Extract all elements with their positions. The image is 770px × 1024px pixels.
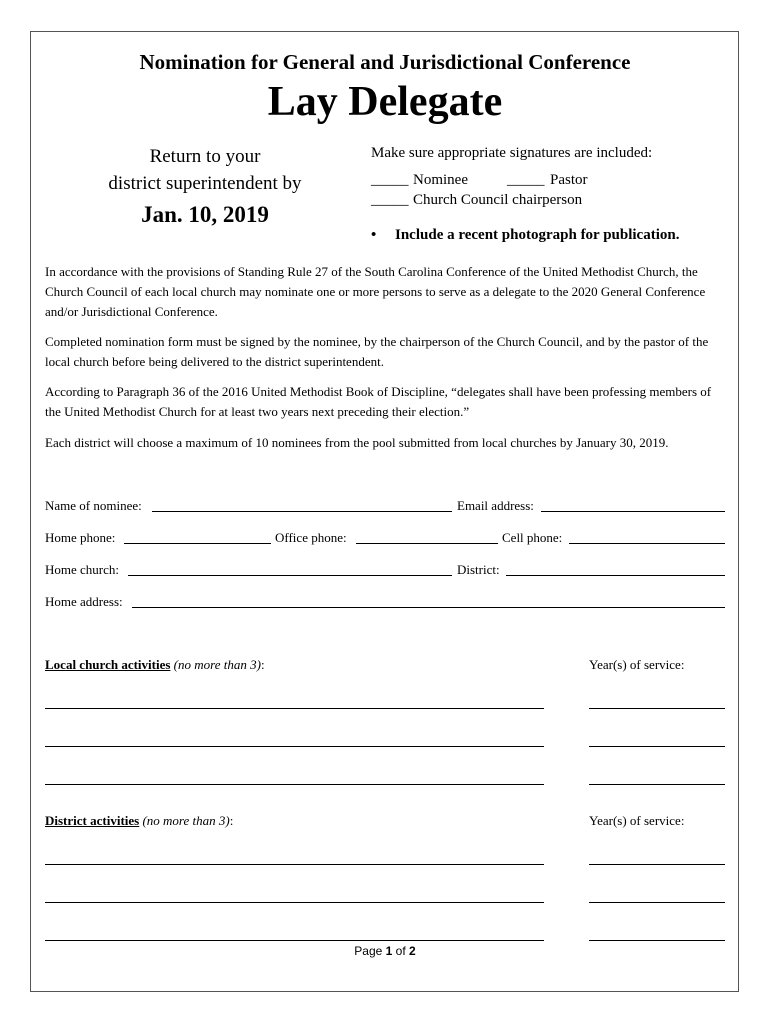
email-label: Email address: bbox=[457, 498, 534, 513]
deadline-date: Jan. 10, 2019 bbox=[141, 202, 269, 227]
district-activity-field-1[interactable] bbox=[45, 864, 544, 865]
district-years-field-2[interactable] bbox=[589, 902, 725, 903]
form-subtitle: Lay Delegate bbox=[267, 79, 503, 125]
district-years-field-1[interactable] bbox=[589, 864, 725, 865]
district-years-field-3[interactable] bbox=[589, 940, 725, 941]
page-total: 2 bbox=[409, 944, 416, 958]
cell-phone-label: Cell phone: bbox=[502, 530, 563, 545]
chair-check-blank: _____ bbox=[371, 192, 409, 208]
paragraph-signing: Completed nomination form must be signed by the nominee, by the chairperson of the Church Council, and by the pastor of the local church before being delivered to the district superintendent. bbox=[45, 334, 709, 369]
office-phone-field[interactable] bbox=[356, 543, 498, 544]
name-label: Name of nominee: bbox=[45, 498, 142, 513]
home-phone-label: Home phone: bbox=[45, 530, 116, 545]
cell-phone-field[interactable] bbox=[569, 543, 725, 544]
paragraph-discipline: According to Paragraph 36 of the 2016 United Methodist Book of Discipline, “delegates shall have been professing members of the United Methodist Church for at least two years next preceding their election.” bbox=[45, 384, 712, 419]
district-activities-note: (no more than 3) bbox=[142, 813, 230, 828]
pastor-label: Pastor bbox=[550, 172, 588, 188]
name-field[interactable] bbox=[152, 511, 452, 512]
page-number bbox=[0, 944, 770, 958]
photo-instruction: Include a recent photograph for publication. bbox=[395, 227, 680, 243]
home-church-label: Home church: bbox=[45, 562, 120, 577]
nominee-check-blank: _____ bbox=[371, 172, 409, 188]
deadline-line-2: district superintendent by bbox=[108, 173, 302, 194]
district-years-label: Year(s) of service: bbox=[589, 813, 685, 828]
chair-label: Church Council chairperson bbox=[413, 192, 583, 208]
local-activities-heading bbox=[45, 657, 265, 673]
bullet-icon: • bbox=[371, 227, 377, 243]
of-word: of bbox=[395, 944, 406, 958]
paragraph-selection: Each district will choose a maximum of 10 nominees from the pool submitted from local churches by January 30, 2019. bbox=[45, 435, 669, 450]
district-field[interactable] bbox=[506, 575, 725, 576]
local-activity-field-2[interactable] bbox=[45, 746, 544, 747]
form-title: Nomination for General and Jurisdictional Conference bbox=[139, 50, 631, 74]
district-activity-field-2[interactable] bbox=[45, 902, 544, 903]
district-activities-colon: : bbox=[229, 813, 234, 828]
nominee-label: Nominee bbox=[413, 172, 468, 188]
home-address-label: Home address: bbox=[45, 594, 123, 609]
page-word: Page bbox=[354, 944, 383, 958]
local-activities-colon: : bbox=[260, 657, 265, 672]
signatures-intro: Make sure appropriate signatures are included: bbox=[371, 145, 653, 161]
local-activities-title: Local church activities bbox=[45, 657, 171, 672]
local-activity-field-3[interactable] bbox=[45, 784, 544, 785]
district-activities-title: District activities bbox=[45, 813, 140, 828]
email-field[interactable] bbox=[541, 511, 725, 512]
local-years-field-2[interactable] bbox=[589, 746, 725, 747]
home-phone-field[interactable] bbox=[124, 543, 271, 544]
local-activities-note: (no more than 3) bbox=[173, 657, 261, 672]
paragraph-standing-rule: In accordance with the provisions of Standing Rule 27 of the South Carolina Conference of the United Methodist Church, the Church Council of each local church may nominate one or more persons to serve as a delegate to the 2020 General Conference and/or Jurisdictional Conference. bbox=[45, 264, 706, 319]
local-years-field-3[interactable] bbox=[589, 784, 725, 785]
district-activities-heading bbox=[45, 813, 233, 829]
page-current: 1 bbox=[385, 944, 393, 958]
district-label: District: bbox=[457, 562, 500, 577]
local-activity-field-1[interactable] bbox=[45, 708, 544, 709]
district-activity-field-3[interactable] bbox=[45, 940, 544, 941]
local-years-field-1[interactable] bbox=[589, 708, 725, 709]
deadline-line-1: Return to your bbox=[149, 146, 261, 167]
office-phone-label: Office phone: bbox=[275, 530, 347, 545]
local-years-label: Year(s) of service: bbox=[589, 657, 685, 672]
home-address-field[interactable] bbox=[132, 607, 725, 608]
pastor-check-blank: _____ bbox=[507, 172, 545, 188]
home-church-field[interactable] bbox=[128, 575, 452, 576]
